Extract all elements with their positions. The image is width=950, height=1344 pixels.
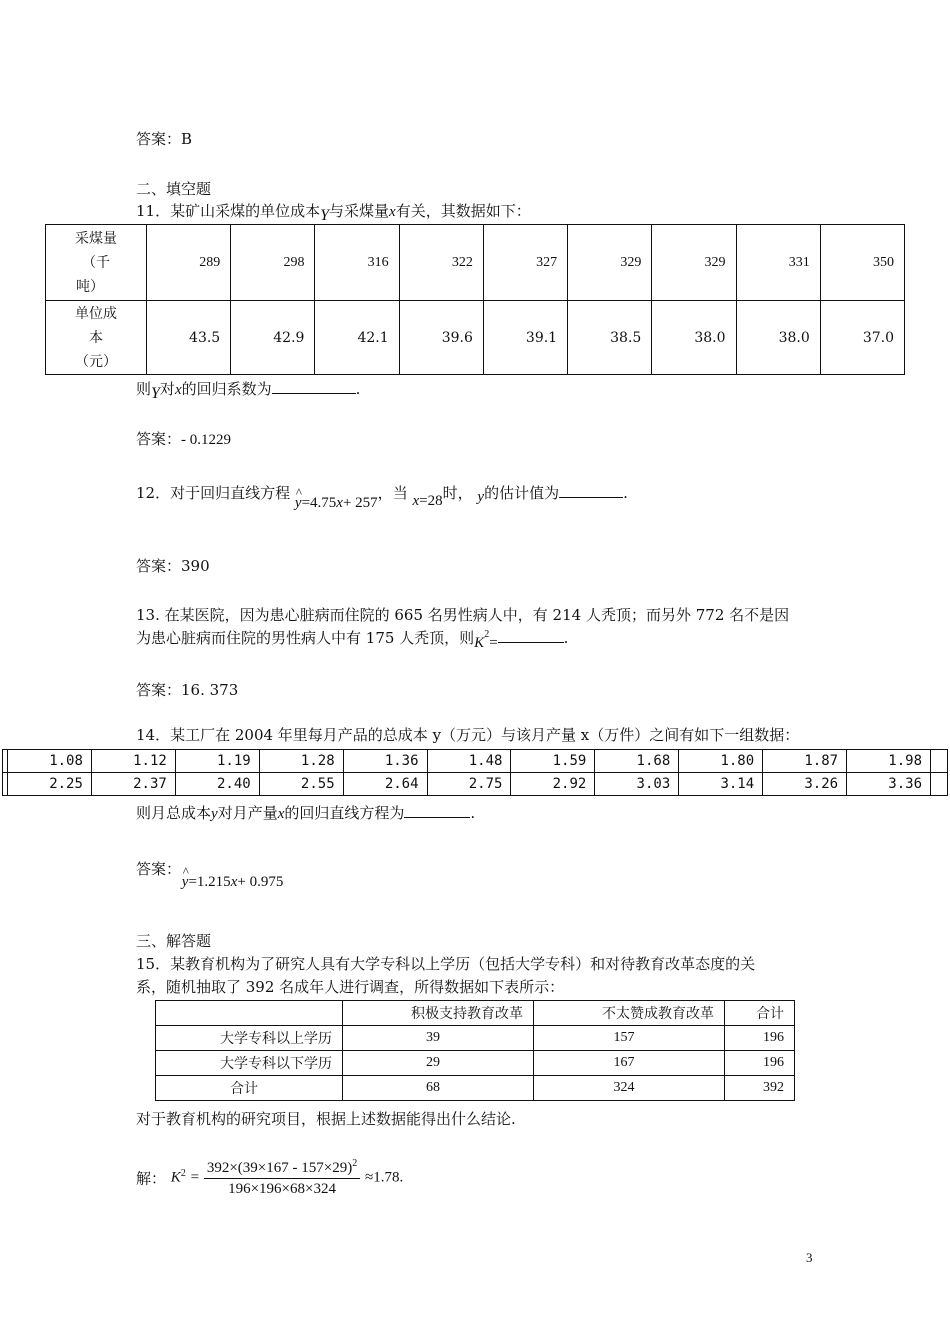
table-row <box>156 1001 795 1026</box>
table-cell: 43.5 <box>147 301 231 375</box>
table-cell: 329 <box>568 225 652 301</box>
table-cell: 42.1 <box>315 301 399 375</box>
table-cell: 2.75 <box>427 773 511 796</box>
table-cell: 大学专科以上学历 <box>156 1026 343 1051</box>
table-cell: 2.64 <box>343 773 427 796</box>
q11-after-Y: Y <box>151 385 160 402</box>
q11-after-text: 对 <box>159 380 175 398</box>
eq-part: + 0.975 <box>237 874 284 890</box>
table-cell: 196 <box>725 1051 795 1076</box>
y-hat: ^ y <box>182 874 189 891</box>
page-number: 3 <box>806 1250 813 1265</box>
q12-num: 12． <box>136 484 171 502</box>
table-cell: 合计 <box>156 1076 343 1101</box>
table-cell: 1.08 <box>8 750 92 773</box>
table-row <box>156 1051 795 1076</box>
table-cell: 大学专科以下学历 <box>156 1051 343 1076</box>
q14-after-text: 的回归直线方程为 <box>284 804 405 822</box>
table-cell: 2.25 <box>8 773 92 796</box>
q11-var-Y: Y <box>320 207 330 224</box>
var-K: K <box>170 1169 181 1186</box>
solution-label: 解： <box>136 1169 167 1188</box>
q11-after <box>136 378 361 402</box>
q12-text: 时， <box>442 484 473 502</box>
table-cell: 322 <box>399 225 483 301</box>
q12-equation <box>295 495 378 511</box>
answer-12: 答案：390 <box>136 557 210 575</box>
var-x: x <box>230 874 238 890</box>
q13-text: . <box>563 629 569 647</box>
answer-blank <box>498 628 564 643</box>
row2-label-line: （元） <box>75 353 117 370</box>
period: . <box>399 1169 404 1186</box>
numerator <box>204 1158 360 1179</box>
row1-label-line: （千 <box>82 254 110 271</box>
table-cell: 1.36 <box>343 750 427 773</box>
table-cell: 167 <box>534 1051 725 1076</box>
question-12 <box>136 482 628 511</box>
table-row <box>156 1026 795 1051</box>
question-11 <box>136 200 531 224</box>
table-cell: 1.68 <box>595 750 679 773</box>
table-cell: 196 <box>725 1026 795 1051</box>
table-row <box>156 1076 795 1101</box>
sup: 2 <box>484 629 490 640</box>
table-cell: 38.0 <box>736 301 820 375</box>
sup: 2 <box>352 1158 358 1169</box>
numerator-text: 392×(39×167 - 157×29) <box>206 1160 353 1176</box>
eq: = <box>489 635 498 651</box>
table-cell: 327 <box>483 225 567 301</box>
table-cell <box>156 1001 343 1026</box>
table-cell: 1.12 <box>91 750 175 773</box>
row2-label-line: 单位成 <box>75 305 117 322</box>
table-cell: 1.80 <box>679 750 763 773</box>
section-2-heading: 二、填空题 <box>136 180 212 198</box>
answer-11 <box>136 428 231 449</box>
table-cell: 3.14 <box>679 773 763 796</box>
q12-text: . <box>623 484 628 502</box>
answer-label: 答案： <box>136 430 182 448</box>
table-cell: 2.92 <box>511 773 595 796</box>
q11-after-text: 的回归系数为 <box>181 380 272 398</box>
q11-after-x: x <box>174 382 182 398</box>
q11-text3: 有关，其数据如下： <box>395 202 531 220</box>
row1-label-line: 采煤量 <box>75 230 117 247</box>
table-cell: 积极支持教育改革 <box>343 1001 534 1026</box>
q11-text1: 某矿山采煤的单位成本 <box>170 202 321 220</box>
var-x: x <box>412 493 420 509</box>
eq: = <box>190 1169 200 1186</box>
table-cell: 298 <box>231 225 315 301</box>
table-cell: 1.19 <box>175 750 259 773</box>
q11-var-x: x <box>389 204 396 220</box>
question-13-line1: 13. 在某医院，因为患心脏病而住院的 665 名男性病人中，有 214 人秃顶；而另外 772 名不是因 <box>136 606 790 624</box>
table-cell: 1.28 <box>259 750 343 773</box>
table-cell: 2.37 <box>91 773 175 796</box>
table-cell: 39.6 <box>399 301 483 375</box>
table-cell: 29 <box>343 1051 534 1076</box>
answer-blank <box>272 379 356 394</box>
table-cell: 42.9 <box>231 301 315 375</box>
table-row <box>3 773 948 796</box>
denominator: 196×196×68×324 <box>228 1181 336 1197</box>
table-cell: 38.0 <box>652 301 736 375</box>
table-cell: 1.59 <box>511 750 595 773</box>
table-cell: 392 <box>725 1076 795 1101</box>
var-x: x <box>277 806 285 822</box>
solution-15 <box>136 1158 403 1198</box>
answer-equation <box>182 874 284 890</box>
table-cell: 1.87 <box>763 750 847 773</box>
table-cell: 350 <box>820 225 904 301</box>
table-row <box>46 225 905 301</box>
q14-after <box>136 802 475 823</box>
answer-10: 答案：B <box>136 130 193 148</box>
var-K: K <box>474 635 485 651</box>
q14-after-text: 则月总成本 <box>136 804 212 822</box>
table-cell <box>46 301 147 375</box>
table-row <box>46 301 905 375</box>
eq-part: =4.75 <box>301 495 337 511</box>
table-cell: 289 <box>147 225 231 301</box>
table-cell: 329 <box>652 225 736 301</box>
var-y: y <box>477 489 485 505</box>
q12-text: ， <box>377 484 393 502</box>
var-y: y <box>211 806 218 822</box>
answer-value: - 0.1229 <box>181 432 232 448</box>
approx-value: ≈1.78 <box>365 1169 400 1186</box>
q14-after-text: . <box>470 804 476 822</box>
q11-num: 11． <box>136 202 171 220</box>
answer-13: 答案：16. 373 <box>136 681 239 699</box>
table-cell: 68 <box>343 1076 534 1101</box>
table-cell <box>931 750 948 773</box>
table-11 <box>45 224 905 375</box>
eq-part: =1.215 <box>188 874 231 890</box>
q15-after: 对于教育机构的研究项目，根据上述数据能得出什么结论. <box>136 1110 516 1128</box>
table-cell: 2.55 <box>259 773 343 796</box>
question-15-line1: 15．某教育机构为了研究人具有大学专科以上学历（包括大学专科）和对待教育改革态度的关 <box>136 955 756 973</box>
q12-text: 当 <box>392 484 408 502</box>
table-cell: 39 <box>343 1026 534 1051</box>
table-cell <box>46 225 147 301</box>
table-cell: 157 <box>534 1026 725 1051</box>
table-cell <box>931 773 948 796</box>
y-hat: ^ y <box>295 495 302 512</box>
table-cell: 316 <box>315 225 399 301</box>
table-14 <box>2 749 948 796</box>
q11-after-text: . <box>355 380 361 398</box>
q11-after-text: 则 <box>136 380 152 398</box>
table-cell: 3.36 <box>847 773 931 796</box>
row2-label-line: 本 <box>89 329 103 346</box>
section-3-heading: 三、解答题 <box>136 932 212 950</box>
q12-text: 的估计值为 <box>484 484 560 502</box>
answer-label: 答案： <box>136 860 182 878</box>
table-cell: 37.0 <box>820 301 904 375</box>
fraction <box>204 1158 360 1198</box>
table-cell: 1.48 <box>427 750 511 773</box>
table-cell: 38.5 <box>568 301 652 375</box>
sup: 2 <box>180 1168 186 1179</box>
answer-blank <box>404 803 470 818</box>
q12-text: 对于回归直线方程 <box>170 484 291 502</box>
table-cell: 2.40 <box>175 773 259 796</box>
var-x: x <box>336 495 343 511</box>
q14-after-text: 对月产量 <box>217 804 278 822</box>
table-cell: 39.1 <box>483 301 567 375</box>
table-row <box>3 750 948 773</box>
question-13-line2 <box>136 627 569 651</box>
table-cell: 324 <box>534 1076 725 1101</box>
table-cell: 3.03 <box>595 773 679 796</box>
table-15 <box>155 1000 795 1101</box>
table-cell: 1.98 <box>847 750 931 773</box>
answer-14 <box>136 858 287 890</box>
q13-text: 为患心脏病而住院的男性病人中有 175 人秃顶，则 <box>136 629 475 647</box>
table-cell: 合计 <box>725 1001 795 1026</box>
eq-part: =28 <box>419 493 443 509</box>
q11-text2: 与采煤量 <box>329 202 390 220</box>
table-cell: 3.26 <box>763 773 847 796</box>
eq-part: + 257 <box>342 495 378 511</box>
answer-blank <box>559 483 623 498</box>
row1-label-line: 吨） <box>76 278 104 295</box>
question-15-line2: 系，随机抽取了 392 名成年人进行调查，所得数据如下表所示： <box>136 978 565 996</box>
table-cell: 331 <box>736 225 820 301</box>
table-cell: 不太赞成教育改革 <box>534 1001 725 1026</box>
question-14: 14．某工厂在 2004 年里每月产品的总成本 y（万元）与该月产量 x（万件）之间有如下一组数据： <box>136 726 800 744</box>
